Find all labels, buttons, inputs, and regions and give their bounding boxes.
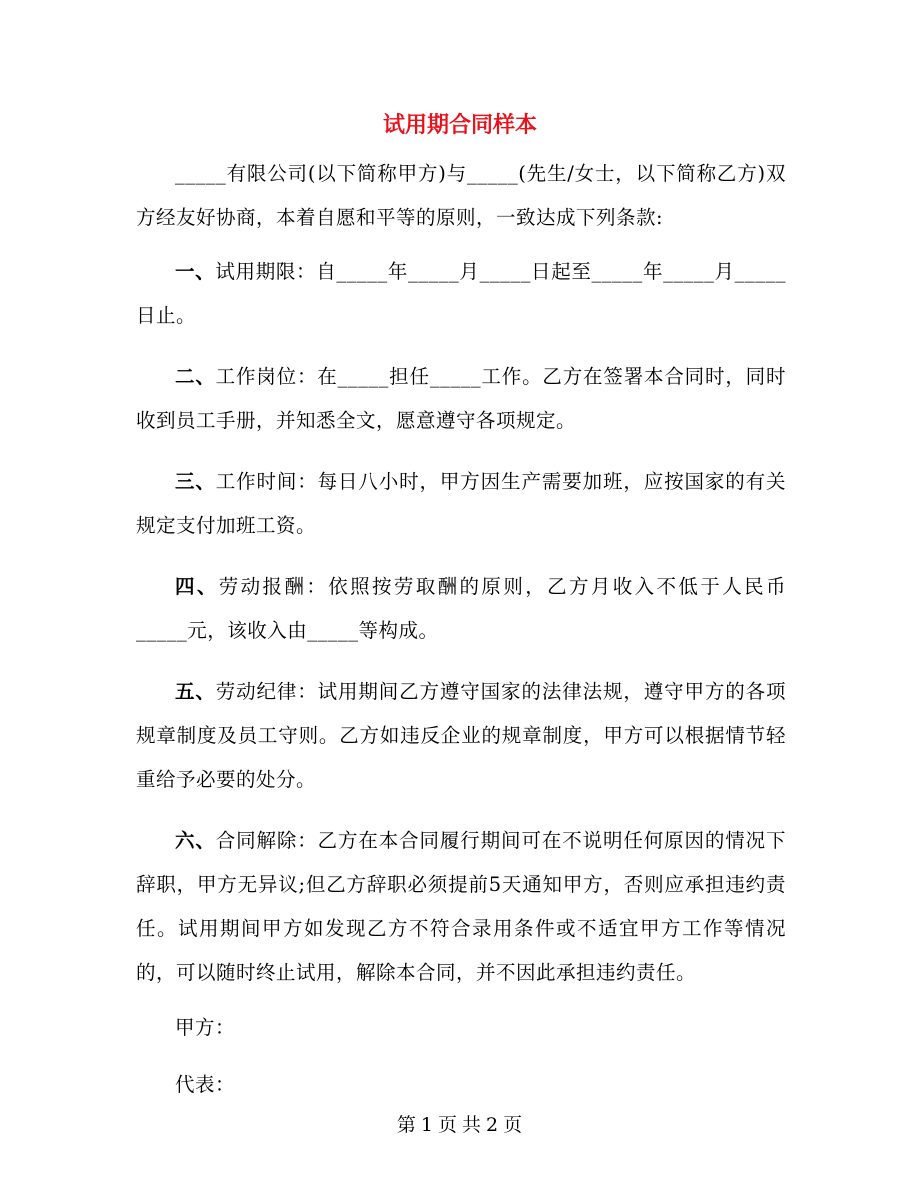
clause-heading: 一、 [175, 260, 216, 283]
clause-3 [136, 460, 786, 548]
clause-text: 劳动纪律：试用期间乙方遵守国家的法律法规，遵守甲方的各项规章制度及员工守则。乙方如违反企业的规章制度，甲方可以根据情节轻重给予必要的处分。 [136, 680, 786, 791]
clause-text: 合同解除：乙方在本合同履行期间可在不说明任何原因的情况下辞职，甲方无异议;但乙方辞职必须提前5天通知甲方，否则应承担违约责任。试用期间甲方如发现乙方不符合录用条件或不适宜甲方工作等情况的，可以随时终止试用，解除本合同，并不因此承担违约责任。 [136, 829, 786, 984]
clause-text: 试用期限：自_____年_____月_____日起至_____年_____月_____日止。 [136, 260, 786, 327]
clause-4 [136, 565, 786, 653]
document-title: 试用期合同样本 [382, 112, 537, 138]
clause-1 [136, 250, 786, 338]
footer-total-pages: 2 [486, 1114, 500, 1136]
clause-heading: 二、 [175, 365, 216, 388]
clause-heading: 三、 [175, 470, 216, 493]
clause-2 [136, 355, 786, 443]
footer-page-unit: 页 [437, 1114, 458, 1136]
clause-heading: 六、 [175, 829, 216, 852]
clause-heading: 四、 [175, 575, 219, 598]
page-footer [0, 1110, 920, 1140]
clause-text: 劳动报酬：依照按劳取酬的原则，乙方月收入不低于人民币_____元，该收入由_____等构成。 [136, 575, 786, 642]
party-a-label: 甲方： [175, 1016, 236, 1039]
footer-total-unit: 页 [503, 1114, 524, 1136]
document-body [136, 152, 786, 1102]
footer-total-word: 共 [462, 1114, 483, 1136]
signature-block [136, 1011, 786, 1102]
clause-text: 工作岗位：在_____担任_____工作。乙方在签署本合同时，同时收到员工手册，并知悉全文，愿意遵守各项规定。 [136, 365, 786, 432]
clause-5 [136, 670, 786, 802]
footer-current-page: 1 [420, 1114, 434, 1136]
clause-6 [136, 819, 786, 995]
intro-paragraph: _____有限公司(以下简称甲方)与_____(先生/女士，以下简称乙方)双方经友好协商，本着自愿和平等的原则，一致达成下列条款: [136, 162, 786, 229]
clause-text: 工作时间：每日八小时，甲方因生产需要加班，应按国家的有关规定支付加班工资。 [136, 470, 786, 537]
representative-label: 代表： [175, 1073, 236, 1096]
clause-heading: 五、 [175, 680, 216, 703]
footer-page-word: 第 [396, 1114, 417, 1136]
